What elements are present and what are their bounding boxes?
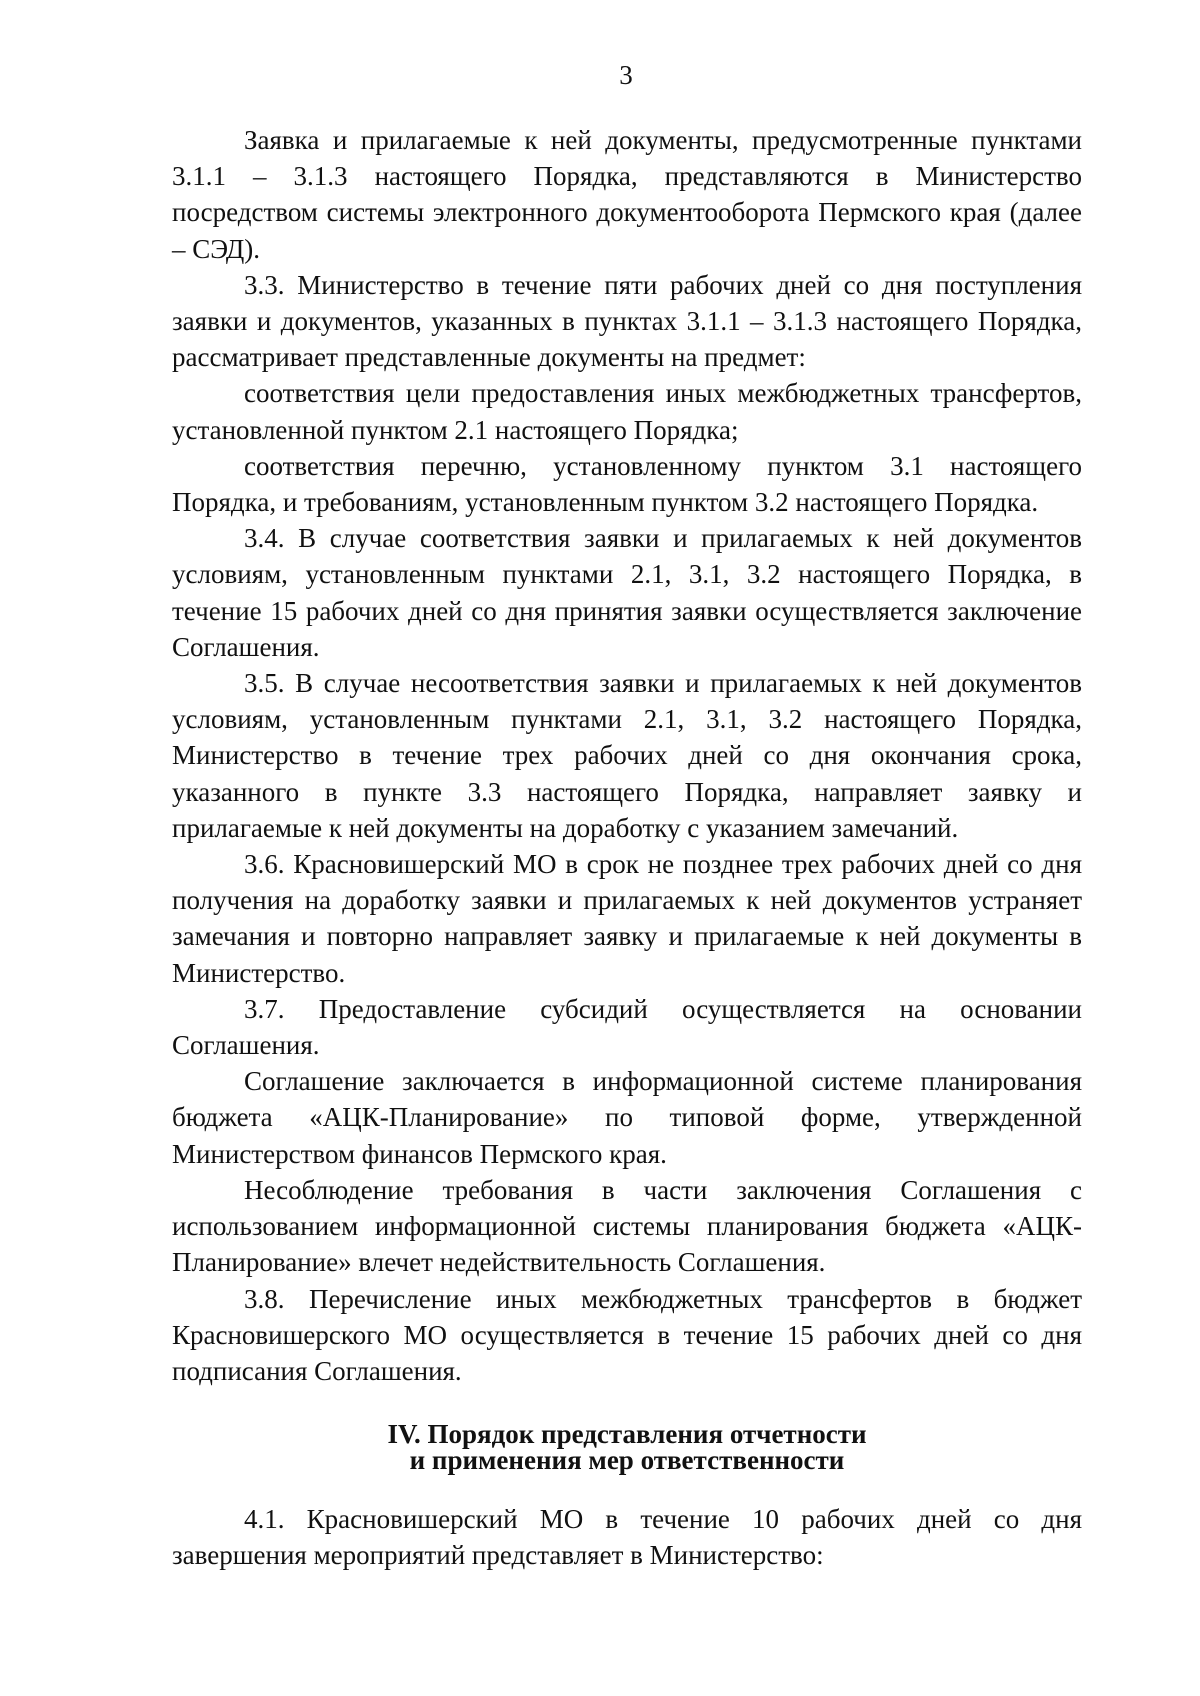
page-number: 3 [619, 60, 633, 90]
paragraph: соответствия перечню, установленному пунктом 3.1 настоящего Порядка, и требованиям, установленным пунктом 3.2 настоящего Порядка. [172, 450, 1082, 518]
paragraph: соответствия цели предоставления иных межбюджетных трансфертов, установленной пунктом 2.1 настоящего Порядка; [172, 378, 1082, 445]
paragraph: 3.3. Министерство в течение пяти рабочих дней со дня поступления заявки и документов, указанных в пунктах 3.1.1 – 3.1.3 настоящего Порядка, рассматривает представленные документы на предмет: [172, 269, 1082, 373]
paragraph: 3.5. В случае несоответствия заявки и прилагаемых к ней документов условиям, установленным пунктами 2.1, 3.1, 3.2 настоящего Порядка, Министерство в течение трех рабочих дней со дня окончания срока, указанного в пункте 3.3 настоящего Порядка, направляет заявку и прилагаемые к ней документы на доработку с указанием замечаний. [172, 668, 1082, 843]
section-heading-line: и применения мер ответственности [409, 1445, 845, 1476]
paragraph: 4.1. Красновишерский МО в течение 10 рабочих дней со дня завершения мероприятий представляет в Министерство: [172, 1504, 1082, 1571]
paragraph: Соглашение заключается в информационной системе планирования бюджета «АЦК-Планирование» по типовой форме, утвержденной Министерством финансов Пермского края. [172, 1066, 1082, 1169]
paragraph: Несоблюдение требования в части заключения Соглашения с использованием информационной системы планирования бюджета «АЦК-Планирование» влечет недействительность Соглашения. [172, 1174, 1082, 1278]
paragraph: Заявка и прилагаемые к ней документы, предусмотренные пунктами 3.1.1 – 3.1.3 настоящего Порядка, представляются в Министерство посредством системы электронного документооборота Пермского края (далее – СЭД). [172, 125, 1082, 264]
document-body [172, 122, 1082, 1574]
paragraph: 3.4. В случае соответствия заявки и прилагаемых к ней документов условиям, установленным пунктами 2.1, 3.1, 3.2 настоящего Порядка, в течение 15 рабочих дней со дня принятия заявки осуществляется заключение Соглашения. [172, 523, 1082, 662]
paragraph: 3.7. Предоставление субсидий осуществляется на основании Соглашения. [172, 993, 1082, 1061]
paragraph: 3.8. Перечисление иных межбюджетных трансфертов в бюджет Красновишерского МО осуществляется в течение 15 рабочих дней со дня подписания Соглашения. [172, 1283, 1082, 1386]
section-heading [172, 1419, 1082, 1476]
paragraph: 3.6. Красновишерский МО в срок не позднее трех рабочих дней со дня получения на доработку заявки и прилагаемых к ней документов устраняет замечания и повторно направляет заявку и прилагаемые к ней документы в Министерство. [172, 849, 1082, 988]
section-heading-line: IV. Порядок представления отчетности [387, 1419, 867, 1450]
